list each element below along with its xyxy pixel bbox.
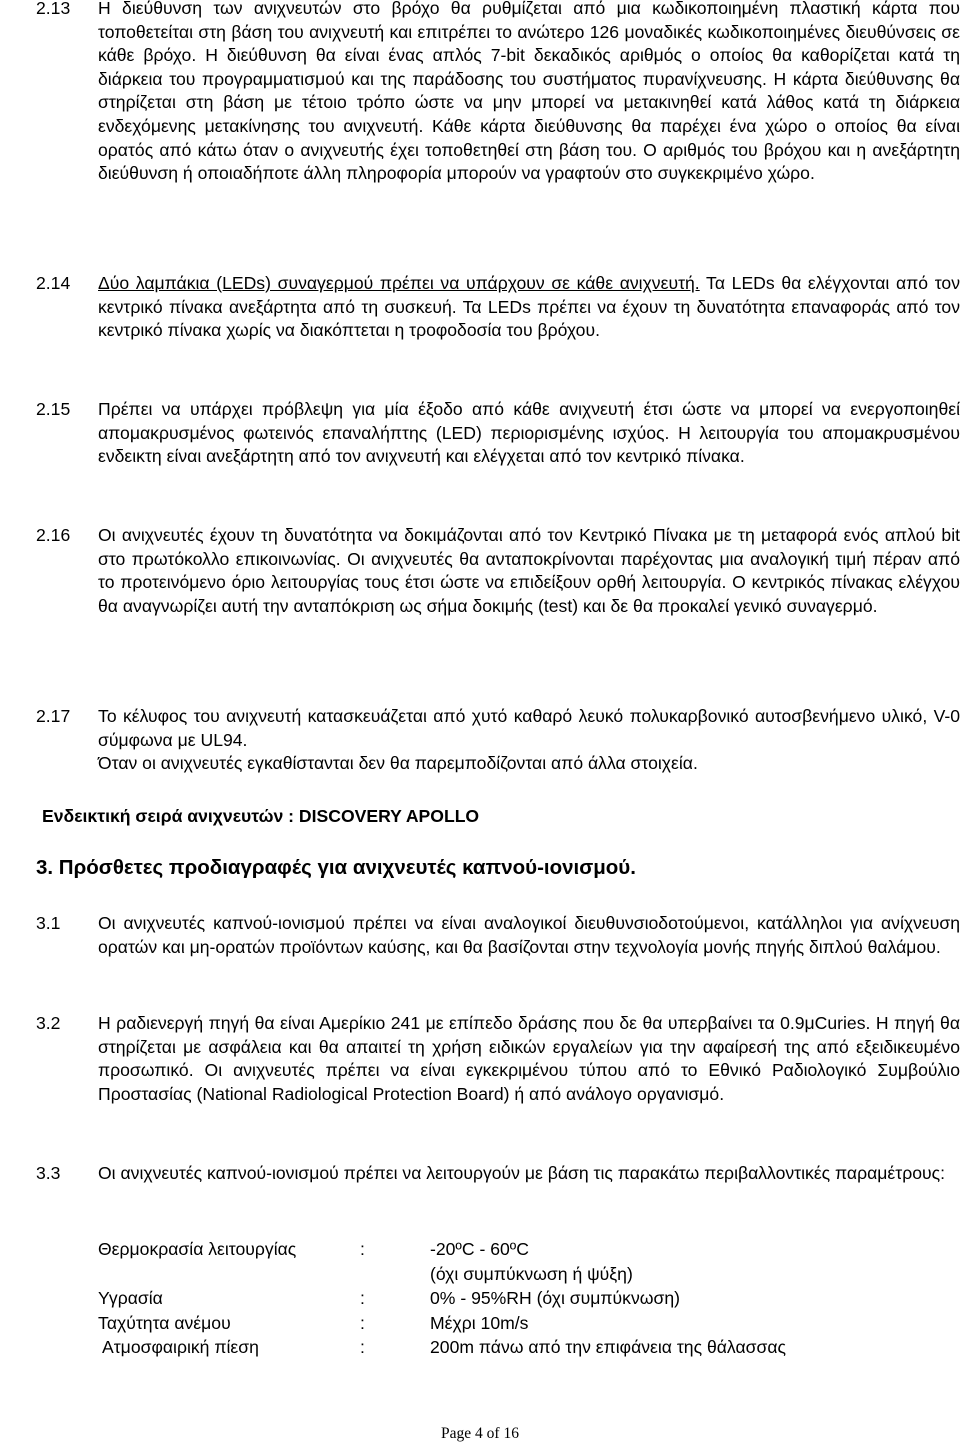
spec-item-2-15 xyxy=(36,398,960,469)
item-number: 2.13 xyxy=(36,0,71,18)
item-text: Η ραδιενεργή πηγή θα είναι Αμερίκιο 241 με επίπεδο δράσης που δε θα υπερβαίνει τα 0.9μCuries. Η πηγή θα στηρίζεται με ασφάλεια και θα απαιτεί τη χρήση ειδικών εργαλείων για την αφαίρεσή της από εξειδικευμένο προσωπικό. Οι ανιχνευτές πρέπει να είναι εγκεκριμένου τύπου από το Εθνικό Ραδιολογικό Συμβούλιο Προστασίας (National Radiological Protection Board) ή από ανάλογο οργανισμό. xyxy=(98,1013,960,1104)
param-colon: : xyxy=(360,1337,365,1357)
item-text: Οι ανιχνευτές έχουν τη δυνατότητα να δοκιμάζονται από τον Κεντρικό Πίνακα με τη μεταφορά ενός απλού bit στο πρωτόκολλο επικοινωνίας. Οι ανιχνευτές θα ανταποκρίνονται παρέχοντας μια αναλογική τιμή πέραν από το προτεινόμενο όριο λειτουργίας τους έτσι ώστε να επιδείξουν ορθή λειτουργία. Ο κεντρικός πίνακας ελέγχου θα αναγνωρίζει αυτή την ανταπόκριση ως σήμα δοκιμής (test) και δε θα προκαλεί γενικό συναγερμό. xyxy=(98,525,960,616)
spec-item-2-14 xyxy=(36,272,960,343)
item-text: Το κέλυφος του ανιχνευτή κατασκευάζεται από χυτό καθαρό λευκό πολυκαρβονικό αυτοσβενήμενο υλικό, V-0 σύμφωνα με UL94. xyxy=(98,706,960,750)
item-text: Οι ανιχνευτές καπνού-ιονισμού πρέπει να είναι αναλογικοί διευθυνσιοδοτούμενοι, κατάλληλοι για ανίχνευση ορατών και μη-ορατών προϊόντων καύσης, και θα βασίζονται στην τεχνολογία μονής πηγής διπλού θαλάμου. xyxy=(98,913,960,957)
item-number: 3.3 xyxy=(36,1163,61,1183)
indicative-series: Ενδεικτική σειρά ανιχνευτών : DISCOVERY APOLLO xyxy=(42,806,480,826)
item-number: 2.17 xyxy=(36,706,71,726)
item-number: 2.14 xyxy=(36,273,71,293)
spec-item-2-17 xyxy=(36,705,960,776)
param-label: Θερμοκρασία λειτουργίας xyxy=(98,1239,297,1259)
param-label: Ταχύτητα ανέμου xyxy=(98,1312,231,1333)
item-number: 3.1 xyxy=(36,913,61,933)
spec-item-2-16 xyxy=(36,524,960,618)
param-value: 200m πάνω από την επιφάνεια της θάλασσας xyxy=(430,1337,786,1357)
item-text: Τα LEDs θα ελέγχονται από τον κεντρικό πίνακα ανεξάρτητα από τη συσκευή. Τα LEDs πρέπει να έχουν τη δυνατότητα επαναφοράς από τον κεντρικό πίνακα χωρίς να διακόπτεται η τροφοδοσία του βρόχου. xyxy=(98,273,960,341)
item-text: Οι ανιχνευτές καπνού-ιονισμού πρέπει να λειτουργούν με βάση τις παρακάτω περιβαλλοντικές παραμέτρους: xyxy=(98,1163,945,1183)
param-value: Μέχρι 10m/s xyxy=(430,1312,529,1333)
item-text: Η διεύθυνση των ανιχνευτών στο βρόχο θα ρυθμίζεται από μια κωδικοποιημένη πλαστική κάρτα που τοποθετείται στη βάση του ανιχνευτή και επιτρέπει το ανώτερο 126 μοναδικές κωδικοποιημένες διευθύνσεις σε κάθε βρόχο. Η διεύθυνση θα είναι ένας απλός 7-bit δεκαδικός αριθμός ο οποίος θα καθορίζεται κατά τη διάρκεια του προγραμματισμού και της παράδοσης του συστήματος πυρανίχνευσης. Η κάρτα διεύθυνσης θα στηρίζεται στη βάση με τέτοιο τρόπο ώστε να μην μπορεί να μετακινηθεί κατά λάθος κατά τη διάρκεια ενδεχόμενης μετακίνησης του ανιχνευτή. Κάθε κάρτα διεύθυνσης θα παρέχει ένα χώρο ο οποίος θα είναι ορατός από κάτω όταν ο ανιχνευτής έχει τοποθετηθεί στη βάση του. Ο αριθμός του βρόχου και η ανεξάρτητη διεύθυνση ή οποιαδήποτε άλλη πληροφορία μπορούν να γραφτούν στο συγκεκριμένο χώρο. xyxy=(98,0,960,184)
item-number: 3.2 xyxy=(36,1013,61,1033)
item-underlined-text: Δύο λαμπάκια (LEDs) συναγερμού πρέπει να υπάρχουν σε κάθε ανιχνευτή. xyxy=(98,273,700,293)
spec-item-3-2 xyxy=(36,1012,960,1106)
param-colon: : xyxy=(360,1288,365,1308)
item-number: 2.15 xyxy=(36,399,71,419)
item-text: Πρέπει να υπάρχει πρόβλεψη για μία έξοδο από κάθε ανιχνευτή έτσι ώστε να μπορεί να ενεργοποιηθεί απομακρυσμένος φωτεινός επαναλήπτης (LED) περιορισμένης ισχύος. Η λειτουργία του απομακρυσμένου ενδεικτη είναι ανεξάρτητη από τον ανιχνευτή και ελέγχεται από τον κεντρικό πίνακα. xyxy=(98,399,960,467)
param-value: -20ºC - 60ºC xyxy=(430,1239,529,1259)
spec-item-3-3 xyxy=(36,1162,960,1186)
param-colon: : xyxy=(360,1312,365,1333)
spec-item-3-1 xyxy=(36,912,960,959)
section-heading: 3. Πρόσθετες προδιαγραφές για ανιχνευτές καπνού-ιονισμού. xyxy=(36,856,636,879)
param-value: 0% - 95%RH (όχι συμπύκνωση) xyxy=(430,1288,680,1308)
param-colon: : xyxy=(360,1239,365,1259)
page-footer: Page 4 of 16 xyxy=(441,1425,519,1442)
spec-item-2-13 xyxy=(36,0,960,186)
param-label: Υγρασία xyxy=(98,1288,163,1308)
item-text-2: Όταν οι ανιχνευτές εγκαθίστανται δεν θα παρεμποδίζονται από άλλα στοιχεία. xyxy=(98,753,698,774)
param-label: Ατμοσφαιρική πίεση xyxy=(102,1337,259,1357)
param-value: (όχι συμπύκνωση ή ψύξη) xyxy=(430,1263,633,1284)
item-number: 2.16 xyxy=(36,525,71,545)
